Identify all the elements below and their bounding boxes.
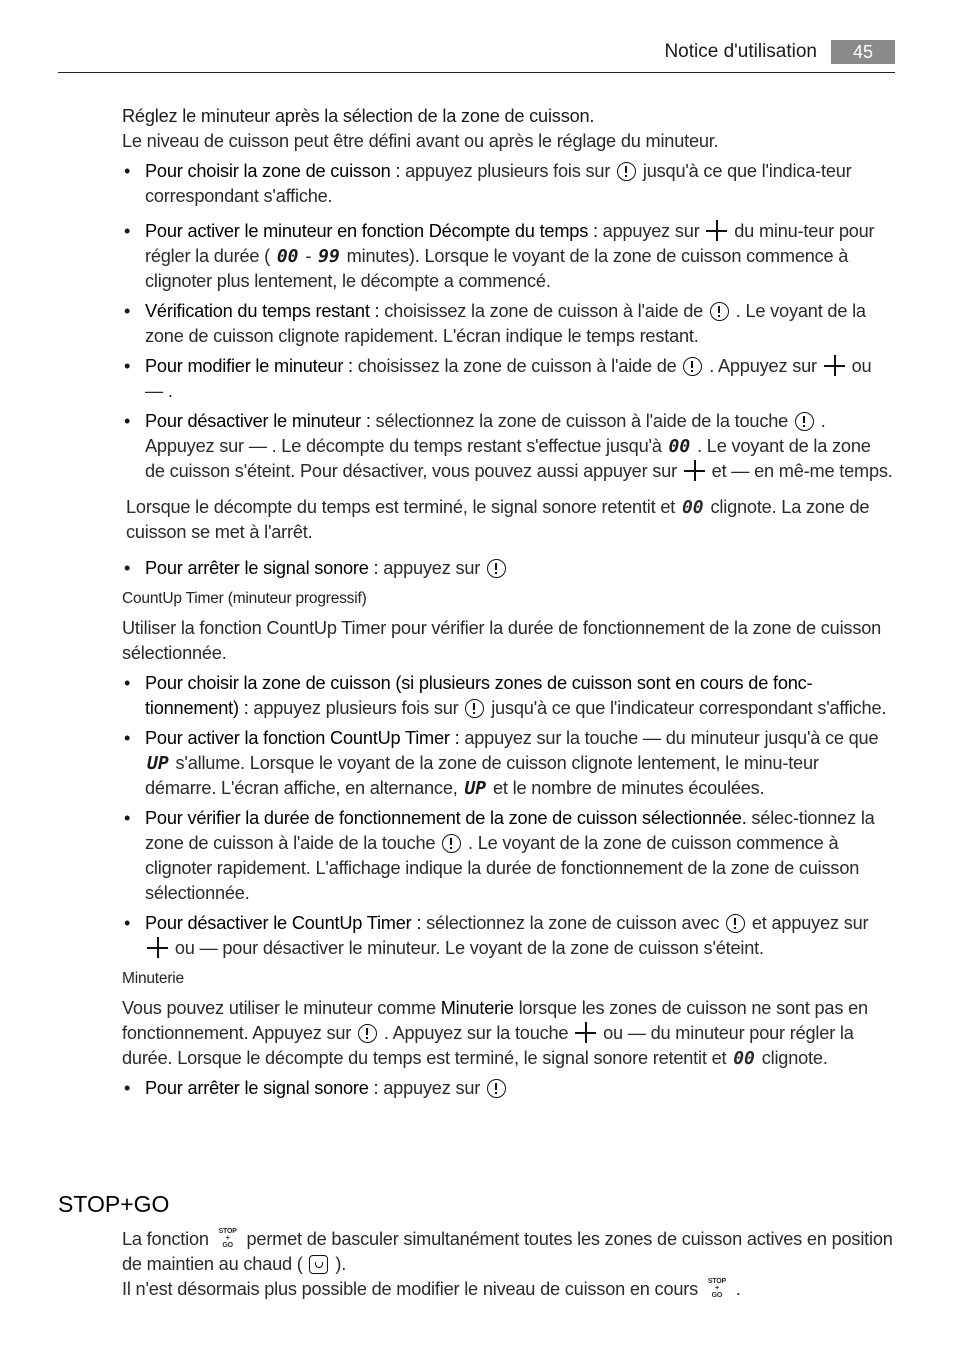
timer-icon — [726, 914, 745, 933]
list-item: • Pour choisir la zone de cuisson (si plusieurs zones de cuisson sont en cours de fonc-tionnement) : appuyez plusieurs fois sur jusqu'à ce que l'indicateur correspondant s'affiche. — [122, 671, 894, 721]
stopgo-paragraph: La fonction STOP + GO permet de basculer simultanément toutes les zones de cuisson actives en position de maintien au chaud ( ). — [122, 1228, 893, 1274]
minuterie-stop-list — [122, 1076, 894, 1101]
timer-icon — [617, 162, 636, 181]
plus-icon — [824, 355, 845, 376]
timer-icon — [487, 1079, 506, 1098]
minuterie-paragraph: Vous pouvez utiliser le minuteur comme Minuterie lorsque les zones de cuisson ne sont pas en fonctionnement. Appuyez sur . Appuyez sur la touche ou — du minuteur pour régler la durée. Lorsque le décompte du temps est terminé, le signal sonore retentit et 00 clignote. — [122, 998, 868, 1069]
minuterie-heading: Minuterie — [122, 970, 184, 987]
display-up: UP — [464, 778, 487, 799]
list-item: • Pour désactiver le CountUp Timer : sélectionnez la zone de cuisson avec et appuyez sur ou — pour désactiver le minuteur. Le voyant de la zone de cuisson s'éteint. — [122, 911, 894, 961]
stopgo-heading: STOP+GO — [58, 1191, 170, 1217]
countup-intro: Utiliser la fonction CountUp Timer pour vérifier la durée de fonctionnement de la zone de cuisson sélectionnée. — [122, 618, 882, 663]
main-content — [122, 104, 894, 1101]
plus-icon — [147, 937, 168, 958]
stopgo-note: Il n'est désormais plus possible de modifier le niveau de cuisson en cours STOP + GO . — [122, 1278, 741, 1299]
list-item: • Pour arrêter le signal sonore : appuyez sur — [122, 1076, 894, 1101]
end-note: Lorsque le décompte du temps est terminé, le signal sonore retentit et 00 clignote. La zone de cuisson se met à l'arrêt. — [126, 497, 870, 542]
timer-bullet-list — [122, 159, 894, 484]
plus-icon — [684, 460, 705, 481]
list-item: • Vérification du temps restant : choisissez la zone de cuisson à l'aide de . Le voyant de la zone de cuisson clignote rapidement. L'écran indique le temps restant. — [122, 299, 894, 349]
timer-icon — [487, 559, 506, 578]
list-item: • Pour arrêter le signal sonore : appuyez sur — [122, 556, 894, 581]
page-number: 45 — [831, 40, 895, 64]
timer-icon — [358, 1024, 377, 1043]
stopgo-content — [122, 1227, 894, 1302]
timer-icon — [465, 699, 484, 718]
header-title: Notice d'utilisation — [664, 41, 817, 62]
list-item: • Pour vérifier la durée de fonctionnement de la zone de cuisson sélectionnée. sélec-tionnez la zone de cuisson à l'aide de la touche . Le voyant de la zone de cuisson commence à clignoter rapidement. L'affichage indique la durée de fonctionnement de la zone de cuisson sélectionnée. — [122, 806, 894, 906]
timer-icon — [710, 302, 729, 321]
display-digits: 00 — [276, 246, 299, 267]
list-item: • Pour activer la fonction CountUp Timer : appuyez sur la touche — du minuteur jusqu'à ce que UP s'allume. Lorsque le voyant de la zone de cuisson clignote lentement, le minu-teur démarre. L'écran affiche, en alternance, UP et le nombre de minutes écoulées. — [122, 726, 894, 801]
stop-go-icon: STOP + GO — [218, 1228, 237, 1249]
list-item: • Pour désactiver le minuteur : sélectionnez la zone de cuisson à l'aide de la touche . Appuyez sur — . Le décompte du temps restant s'effectue jusqu'à 00 . Le voyant de la zone de cuisson s'éteint. Pour désactiver, vous pouvez aussi appuyer sur et — en mê-me temps. — [122, 409, 894, 484]
timer-icon — [683, 357, 702, 376]
timer-icon — [442, 834, 461, 853]
stop-signal-list — [122, 556, 894, 581]
display-up: UP — [147, 753, 169, 774]
display-digits: 99 — [318, 246, 340, 267]
display-digits: 00 — [681, 497, 704, 518]
intro-line-1: Réglez le minuteur après la sélection de la zone de cuisson. — [122, 106, 595, 126]
stop-go-icon: STOP + GO — [707, 1278, 726, 1299]
display-digits: 00 — [733, 1048, 755, 1069]
page-header — [58, 38, 895, 73]
plus-icon — [575, 1022, 596, 1043]
keep-warm-icon — [309, 1255, 328, 1274]
list-item: • Pour modifier le minuteur : choisissez la zone de cuisson à l'aide de . Appuyez sur ou — . — [122, 354, 894, 404]
plus-icon — [706, 220, 727, 241]
list-item: • Pour choisir la zone de cuisson : appuyez plusieurs fois sur jusqu'à ce que l'indica-teur correspondant s'affiche. — [122, 159, 894, 209]
list-item: • Pour activer le minuteur en fonction Décompte du temps : appuyez sur du minu-teur pour régler la durée ( 00 - 99 minutes). Lorsque le voyant de la zone de cuisson commence à clignoter plus lentement, le décompte a commencé. — [122, 219, 894, 294]
intro-line-2: Le niveau de cuisson peut être défini avant ou après le réglage du minuteur. — [122, 131, 719, 151]
display-digits: 00 — [668, 436, 691, 457]
timer-icon — [795, 412, 814, 431]
countup-bullet-list — [122, 671, 894, 961]
countup-heading: CountUp Timer (minuteur progressif) — [122, 590, 367, 607]
